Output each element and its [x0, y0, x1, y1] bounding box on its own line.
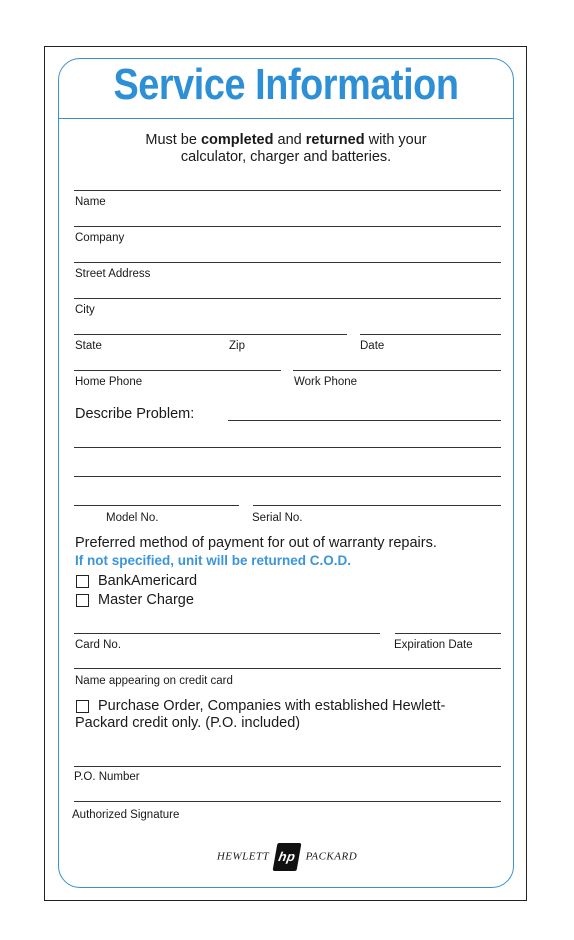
cod-notice: If not specified, unit will be returned C.O.D. [75, 553, 352, 568]
title-divider [58, 118, 514, 119]
serial-no-field[interactable] [253, 505, 501, 506]
master-charge-option[interactable]: Master Charge [76, 592, 194, 608]
name-field[interactable] [74, 190, 501, 191]
card-no-field[interactable] [74, 633, 380, 634]
form-title: Service Information [113, 60, 459, 109]
checkbox-icon[interactable] [76, 700, 89, 713]
city-field[interactable] [74, 298, 501, 299]
home-phone-label: Home Phone [75, 376, 143, 388]
name-label: Name [75, 196, 106, 208]
work-phone-field[interactable] [293, 370, 501, 371]
date-label: Date [360, 340, 385, 352]
state-label: State [75, 340, 102, 352]
serial-no-label: Serial No. [252, 512, 303, 524]
city-label: City [75, 304, 95, 316]
bankamericard-option[interactable]: BankAmericard [76, 573, 197, 589]
hp-logo-icon: hp [273, 843, 302, 871]
purchase-order-option[interactable]: Purchase Order, Companies with established Hewlett- [76, 698, 445, 714]
signature-label: Authorized Signature [72, 809, 180, 821]
describe-problem-field-1[interactable] [228, 420, 501, 421]
describe-problem-label: Describe Problem: [75, 406, 195, 422]
checkbox-icon[interactable] [76, 575, 89, 588]
payment-heading: Preferred method of payment for out of warranty repairs. [75, 535, 437, 551]
form-inner-frame [58, 58, 514, 888]
po-number-label: P.O. Number [74, 771, 140, 783]
company-label: Company [75, 232, 125, 244]
describe-problem-field-2[interactable] [74, 447, 501, 448]
name-on-card-label: Name appearing on credit card [75, 675, 233, 687]
purchase-order-note: Packard credit only. (P.O. included) [75, 715, 301, 731]
card-no-label: Card No. [75, 639, 122, 651]
model-no-field[interactable] [74, 505, 239, 506]
home-phone-field[interactable] [74, 370, 281, 371]
name-on-card-field[interactable] [74, 668, 501, 669]
street-address-label: Street Address [75, 268, 151, 280]
signature-field[interactable] [74, 801, 501, 802]
hewlett-packard-logo: HEWLETT hp PACKARD [0, 843, 574, 871]
describe-problem-field-3[interactable] [74, 476, 501, 477]
expiration-date-label: Expiration Date [394, 639, 473, 651]
company-field[interactable] [74, 226, 501, 227]
work-phone-label: Work Phone [294, 376, 358, 388]
state-zip-field[interactable] [74, 334, 347, 335]
intro-text: Must be completed and returned with your calculator, charger and batteries. [145, 132, 427, 165]
checkbox-icon[interactable] [76, 594, 89, 607]
expiration-date-field[interactable] [395, 633, 501, 634]
street-address-field[interactable] [74, 262, 501, 263]
po-number-field[interactable] [74, 766, 501, 767]
date-field[interactable] [360, 334, 501, 335]
zip-label: Zip [229, 340, 245, 352]
model-no-label: Model No. [106, 512, 159, 524]
